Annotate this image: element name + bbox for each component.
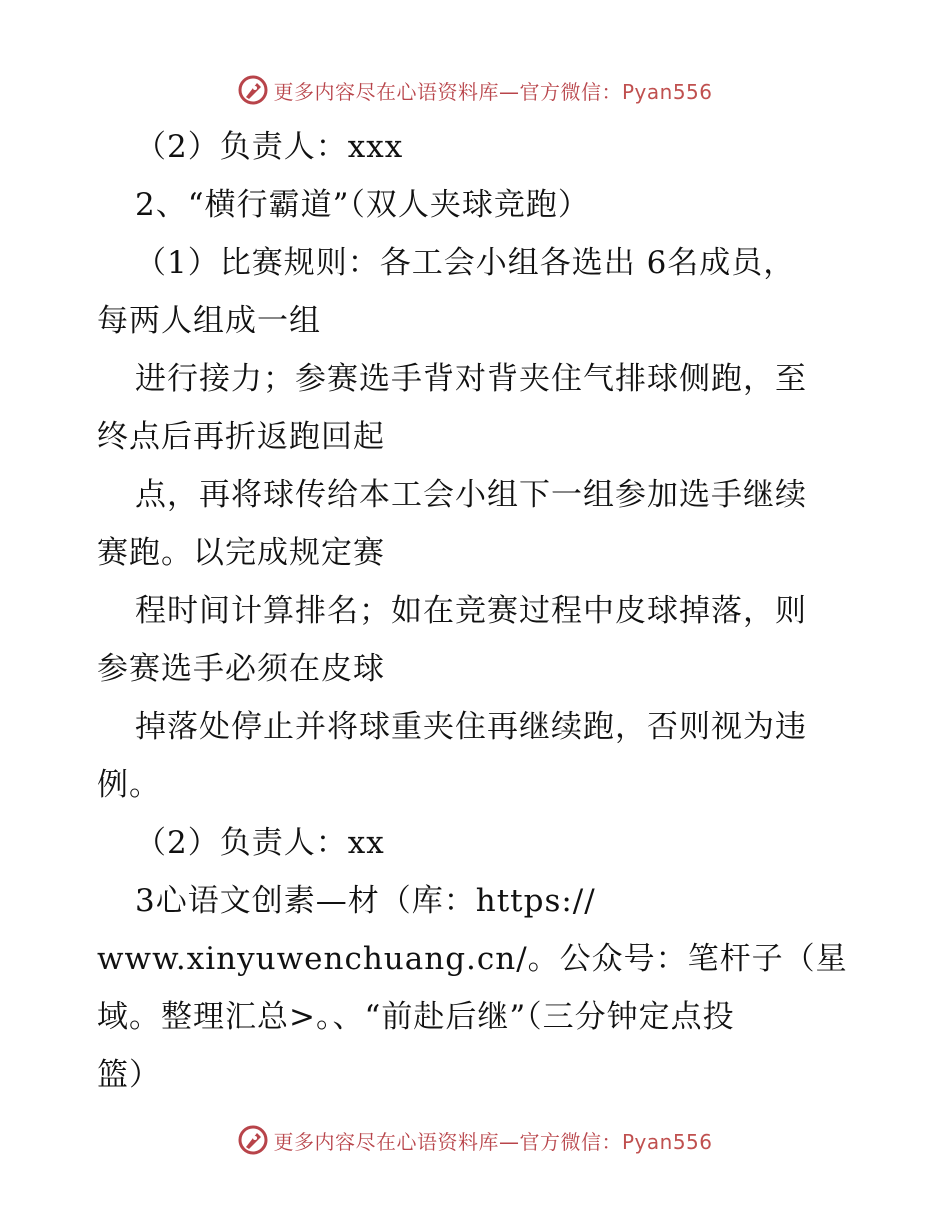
pen-nib-circle-logo-icon (237, 1124, 269, 1156)
paragraph-line: 篮） (97, 1057, 161, 1093)
footer-banner-wechat-label: 官方微信： (519, 1129, 622, 1154)
paragraph-line: 3心语文创素—材（库：https:// (135, 883, 596, 919)
header-banner-separator: — (498, 79, 520, 104)
paragraph-line: 赛跑。以完成规定赛 (97, 535, 385, 571)
paragraph-line: （2）负责人：xx (135, 825, 385, 861)
paragraph-line: 点，再将球传给本工会小组下一组参加选手继续 (135, 477, 807, 513)
footer-banner (0, 1120, 950, 1160)
pen-nib-circle-logo-icon (237, 74, 269, 106)
paragraph-line: 终点后再折返跑回起 (97, 419, 385, 455)
document-body (97, 118, 857, 1104)
header-banner (0, 70, 950, 110)
footer-banner-title: 更多内容尽在心语资料库 (273, 1129, 499, 1154)
footer-banner-wechat-id: Pyan556 (621, 1129, 713, 1154)
paragraph-line: 域。整理汇总>。、“前赴后继”（三分钟定点投 (97, 999, 735, 1035)
footer-banner-text (273, 1126, 712, 1155)
paragraph-line: 程时间计算排名；如在竞赛过程中皮球掉落，则 (135, 593, 807, 629)
paragraph-line: www.xinyuwenchuang.cn/。公众号：笔杆子（星 (97, 941, 848, 977)
paragraph-line: 进行接力；参赛选手背对背夹住气排球侧跑，至 (135, 361, 807, 397)
paragraph-line: 2、“横行霸道”（双人夹球竞跑） (135, 187, 590, 223)
header-banner-wechat-label: 官方微信： (519, 79, 622, 104)
footer-banner-separator: — (498, 1129, 520, 1154)
paragraph-line: （1）比赛规则：各工会小组各选出 6名成员， (135, 245, 796, 281)
paragraph-line: （2）负责人：xxx (135, 129, 404, 165)
paragraph-line: 参赛选手必须在皮球 (97, 651, 385, 687)
header-banner-text (273, 76, 712, 105)
header-banner-title: 更多内容尽在心语资料库 (273, 79, 499, 104)
paragraph-line: 每两人组成一组 (97, 303, 321, 339)
header-banner-wechat-id: Pyan556 (621, 79, 713, 104)
paragraph-line: 例。 (97, 767, 161, 803)
paragraph-line: 掉落处停止并将球重夹住再继续跑，否则视为违 (135, 709, 807, 745)
